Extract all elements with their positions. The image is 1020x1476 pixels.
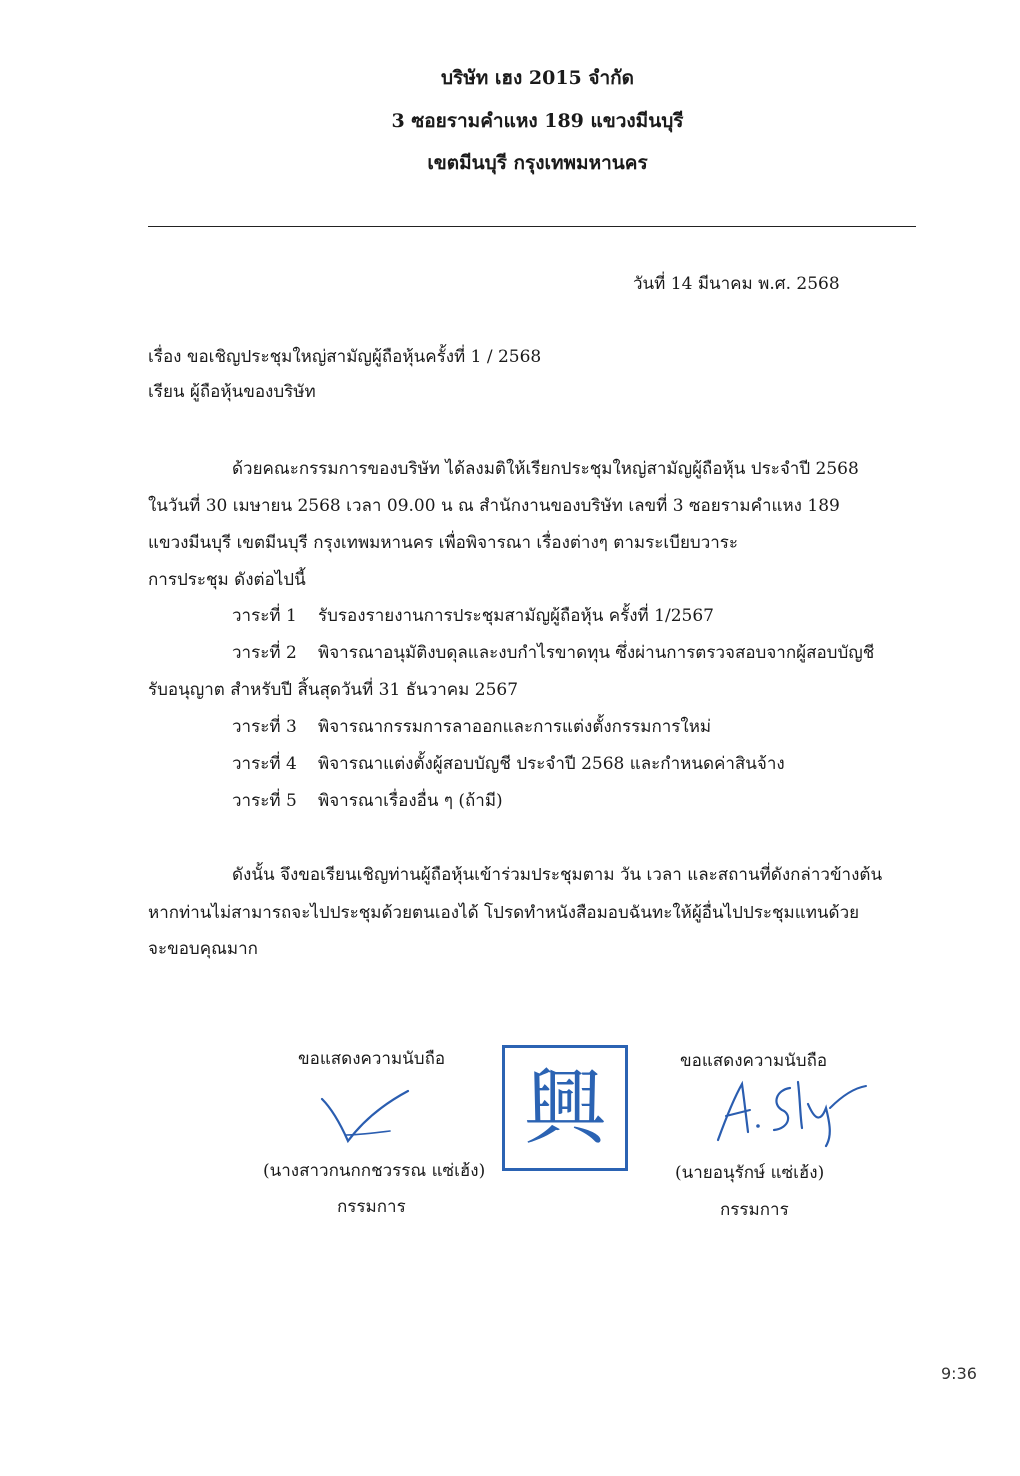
agenda-text-continued: รับอนุญาต สำหรับปี สิ้นสุดวันที่ 31 ธันวาคม 2567 <box>148 680 519 700</box>
agenda-text: รับรองรายงานการประชุมสามัญผู้ถือหุ้น ครั้งที่ 1/2567 <box>318 606 714 626</box>
closing-line: หากท่านไม่สามารถจะไปประชุมด้วยตนเองได้ โปรดทำหนังสือมอบฉันทะให้ผู้อื่นไปประชุมแทนด้วย <box>148 903 860 923</box>
seal-glyph-icon <box>505 1048 625 1168</box>
agenda-number: วาระที่ 4 <box>232 754 297 774</box>
intro-line: ด้วยคณะกรรมการของบริษัท ได้ลงมติให้เรียกประชุมใหญ่สามัญผู้ถือหุ้น ประจำปี 2568 <box>232 459 859 479</box>
closing-line: จะขอบคุณมาก <box>148 939 258 959</box>
letter-date: วันที่ 14 มีนาคม พ.ศ. 2568 <box>633 274 840 294</box>
left-signer-title: กรรมการ <box>337 1197 406 1217</box>
left-signer-name: (นางสาวกนกกชวรรณ แซ่เฮ้ง) <box>263 1161 486 1181</box>
agenda-text: พิจารณาเรื่องอื่น ๆ (ถ้ามี) <box>318 791 503 811</box>
intro-line: ในวันที่ 30 เมษายน 2568 เวลา 09.00 น ณ สำนักงานของบริษัท เลขที่ 3 ซอยรามคำแหง 189 <box>148 496 840 516</box>
agenda-text: พิจารณาอนุมัติงบดุลและงบกำไรขาดทุน ซึ่งผ่านการตรวจสอบจากผู้สอบบัญชี <box>318 643 875 663</box>
company-address-line2: เขตมีนบุรี กรุงเทพมหานคร <box>427 152 648 174</box>
company-address-line1: 3 ซอยรามคำแหง 189 แขวงมีนบุรี <box>391 110 684 132</box>
right-signature-icon <box>712 1074 872 1148</box>
letter-subject: เรื่อง ขอเชิญประชุมใหญ่สามัญผู้ถือหุ้นครั้งที่ 1 / 2568 <box>148 347 542 367</box>
right-signer-name: (นายอนุรักษ์ แซ่เฮ้ง) <box>675 1163 825 1183</box>
seal-glyph: 興 <box>523 1061 607 1156</box>
agenda-text: พิจารณากรรมการลาออกและการแต่งตั้งกรรมการใหม่ <box>318 717 712 737</box>
left-regards: ขอแสดงความนับถือ <box>298 1049 446 1069</box>
right-regards: ขอแสดงความนับถือ <box>680 1051 828 1071</box>
letter-recipient: เรียน ผู้ถือหุ้นของบริษัท <box>148 382 316 402</box>
agenda-number: วาระที่ 1 <box>232 606 297 626</box>
letterhead-divider <box>148 226 916 227</box>
intro-line: แขวงมีนบุรี เขตมีนบุรี กรุงเทพมหานคร เพื่อพิจารณา เรื่องต่างๆ ตามระเบียบวาระ <box>148 533 739 553</box>
clock-time: 9:36 <box>941 1364 977 1383</box>
closing-line: ดังนั้น จึงขอเรียนเชิญท่านผู้ถือหุ้นเข้าร่วมประชุมตาม วัน เวลา และสถานที่ดังกล่าวข้างต้น <box>232 865 883 885</box>
intro-line: การประชุม ดังต่อไปนี้ <box>148 570 306 590</box>
agenda-text: พิจารณาแต่งตั้งผู้สอบบัญชี ประจำปี 2568 และกำหนดค่าสินจ้าง <box>318 754 785 774</box>
agenda-number: วาระที่ 3 <box>232 717 297 737</box>
agenda-number: วาระที่ 2 <box>232 643 297 663</box>
agenda-number: วาระที่ 5 <box>232 791 297 811</box>
right-signer-title: กรรมการ <box>720 1200 789 1220</box>
company-name: บริษัท เฮง 2015 จำกัด <box>440 67 635 89</box>
left-signature-icon <box>318 1085 414 1145</box>
company-seal <box>502 1045 628 1171</box>
